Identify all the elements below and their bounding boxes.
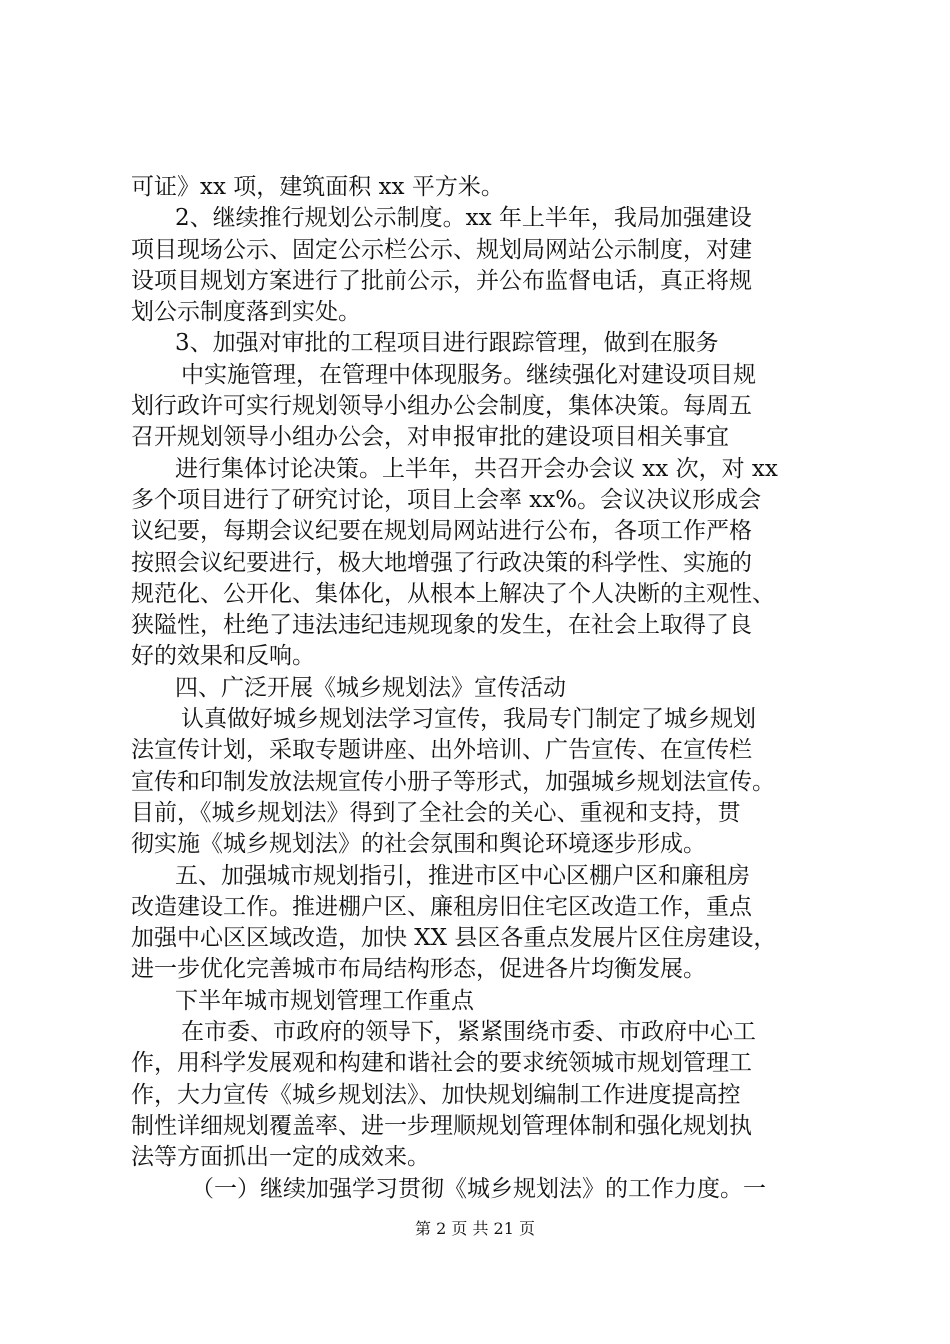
text-line: 制性详细规划覆盖率、进一步理顺规划管理体制和强化规划执 <box>131 1112 752 1139</box>
text-line: 改造建设工作。推进棚户区、廉租房旧住宅区改造工作，重点 <box>131 893 752 920</box>
text-line: 议纪要，每期会议纪要在规划局网站进行公布，各项工作严格 <box>131 518 752 545</box>
text-line: 按照会议纪要进行，极大地增强了行政决策的科学性、实施的 <box>131 549 752 576</box>
text-line: 中实施管理，在管理中体现服务。继续强化对建设项目规 <box>181 361 756 388</box>
text-line: 2、继续推行规划公示制度。xx 年上半年，我局加强建设 <box>175 205 752 232</box>
text-line: 划公示制度落到实处。 <box>131 299 361 326</box>
text-line: 彻实施《城乡规划法》的社会氛围和舆论环境逐步形成。 <box>131 831 706 858</box>
text-line: 好的效果和反响。 <box>131 643 315 670</box>
text-line: （一）继续加强学习贯彻《城乡规划法》的工作力度。一 <box>191 1175 766 1202</box>
text-line: 可证》xx 项，建筑面积 xx 平方米。 <box>131 174 504 200</box>
text-line: 认真做好城乡规划法学习宣传，我局专门制定了城乡规划 <box>181 706 756 733</box>
text-line: 加强中心区区域改造，加快 XX 县区各重点发展片区住房建设， <box>131 925 777 952</box>
text-line: 设项目规划方案进行了批前公示，并公布监督电话，真正将规 <box>131 267 752 294</box>
text-line: 法宣传计划，采取专题讲座、出外培训、广告宣传、在宣传栏 <box>131 737 752 764</box>
text-line: 3、加强对审批的工程项目进行跟踪管理，做到在服务 <box>175 330 719 357</box>
text-line: 宣传和印制发放法规宣传小册子等形式，加强城乡规划法宣传。 <box>131 768 775 795</box>
text-line: 在市委、市政府的领导下，紧紧围绕市委、市政府中心工 <box>181 1019 756 1046</box>
text-line: 召开规划领导小组办公会，对申报审批的建设项目相关事宜 <box>131 424 729 451</box>
text-line: 五、加强城市规划指引，推进市区中心区棚户区和廉租房 <box>175 862 750 889</box>
text-line: 作，大力宣传《城乡规划法》、加快规划编制工作进度提高控 <box>131 1081 741 1108</box>
document-body <box>131 172 831 1205</box>
text-line: 四、广泛开展《城乡规划法》宣传活动 <box>175 674 566 701</box>
text-line: 目前，《城乡规划法》得到了全社会的关心、重视和支持，贯 <box>131 799 741 826</box>
text-line: 多个项目进行了研究讨论，项目上会率 xx%。会议决议形成会 <box>131 486 762 513</box>
text-line: 作，用科学发展观和构建和谐社会的要求统领城市规划管理工 <box>131 1050 752 1077</box>
text-line: 进一步优化完善城市布局结构形态，促进各片均衡发展。 <box>131 956 706 983</box>
text-line: 狭隘性，杜绝了违法违纪违规现象的发生，在社会上取得了良 <box>131 612 752 639</box>
text-line: 项目现场公示、固定公示栏公示、规划局网站公示制度，对建 <box>131 236 752 263</box>
text-line: 规范化、公开化、集体化，从根本上解决了个人决断的主观性、 <box>131 580 775 607</box>
page-footer: 第 2 页 共 21 页 <box>415 1219 535 1238</box>
text-line: 下半年城市规划管理工作重点 <box>175 987 474 1014</box>
text-line: 划行政许可实行规划领导小组办公会制度，集体决策。每周五 <box>131 393 752 420</box>
text-line: 法等方面抓出一定的成效来。 <box>131 1144 430 1171</box>
text-line: 进行集体讨论决策。上半年，共召开会办会议 xx 次，对 xx <box>175 455 778 482</box>
